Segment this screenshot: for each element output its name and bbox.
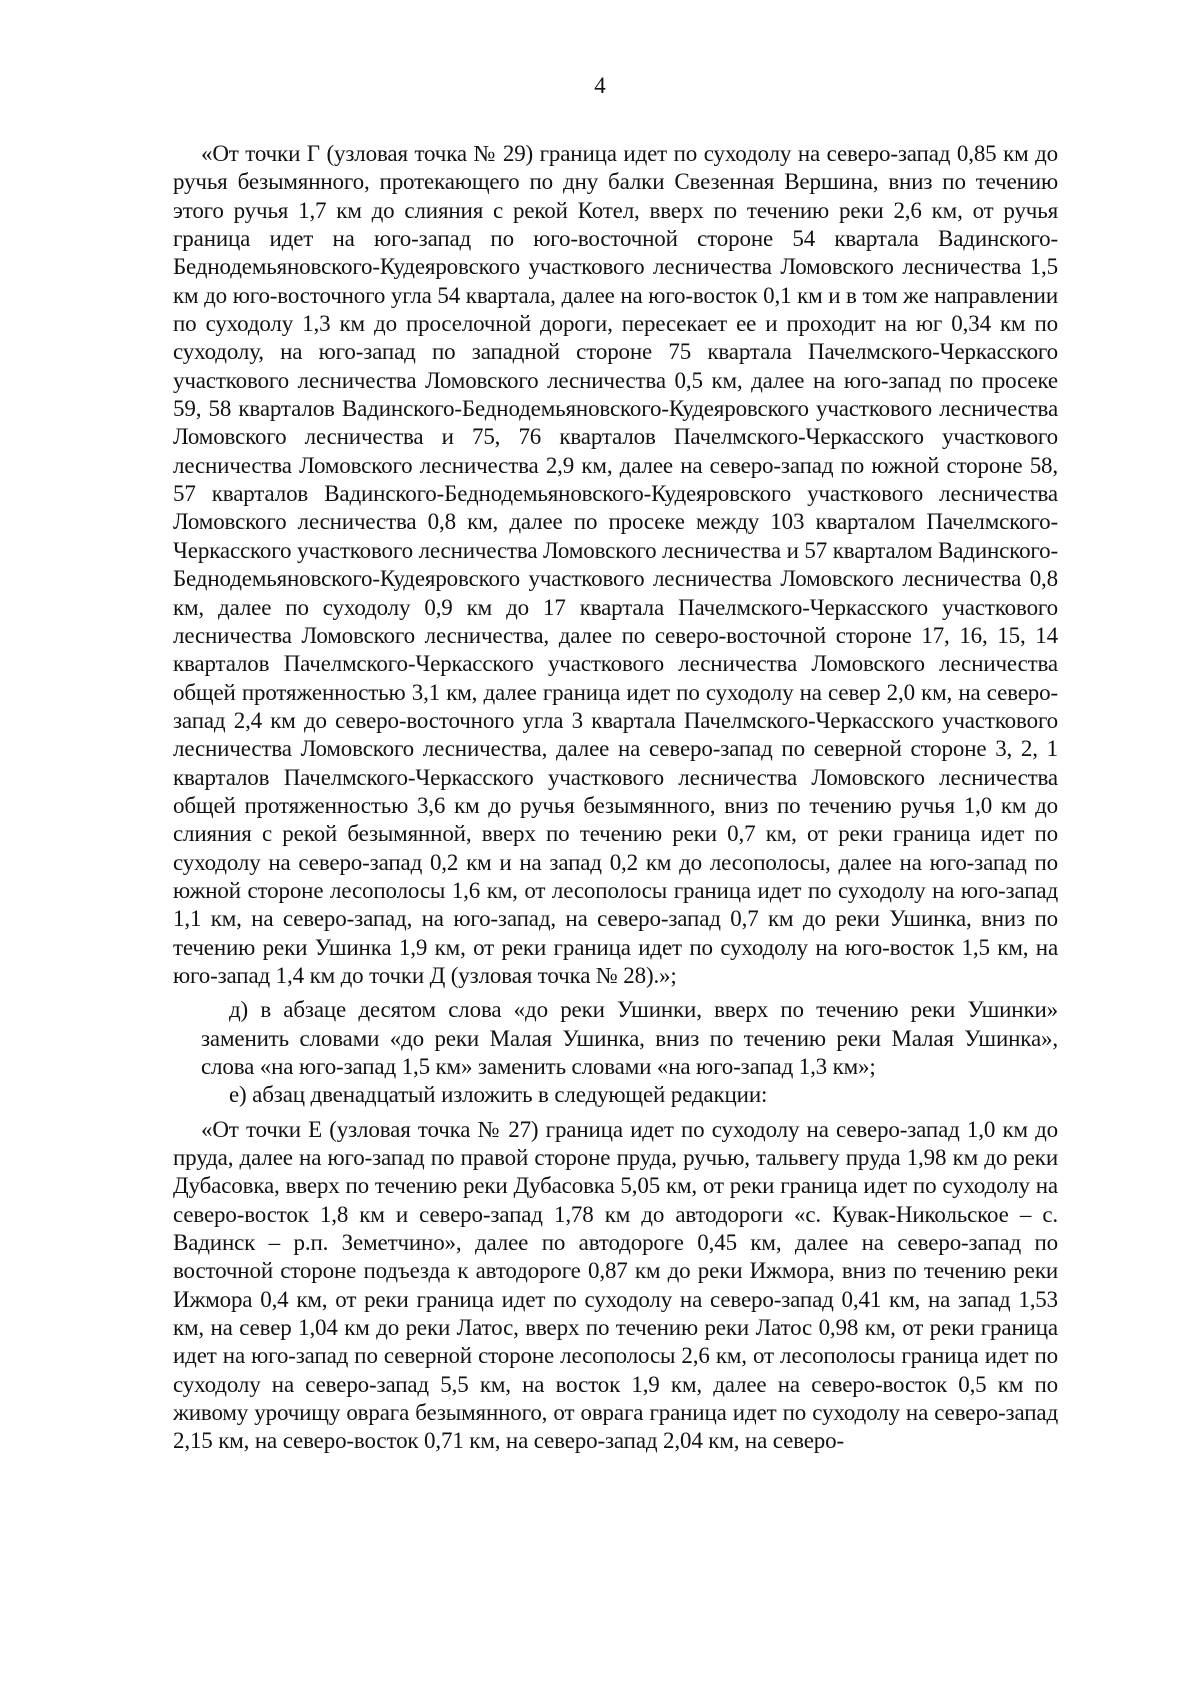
page-number: 4 bbox=[594, 73, 606, 98]
paragraph-item-e: е) абзац двенадцатый изложить в следующей редакции: bbox=[229, 1082, 768, 1108]
document-body bbox=[173, 140, 1058, 1456]
paragraph-item-d: д) в абзаце десятом слова «до реки Ушинки, вверх по течению реки Ушинки» заменить словами «до реки Малая Ушинка, вниз по течению реки Малая Ушинка», слова «на юго-запад 1,5 км» заменить словами «на юго-запад 1,3 км»; bbox=[201, 997, 1058, 1079]
paragraph-point-e-boundary: «От точки Е (узловая точка № 27) граница идет по суходолу на северо-запад 1,0 км до пруда, далее на юго-запад по правой стороне пруда, ручью, тальвегу пруда 1,98 км до реки Дубасовка, вверх по течению реки Дубасовка 5,05 км, от реки граница идет по суходолу на северо-восток 1,8 км и северо-запад 1,78 км до автодороги «с. Кувак-Никольское – с. Вадинск – р.п. Земетчино», далее по автодороге 0,45 км, далее на северо-запад по восточной стороне подъезда к автодороге 0,87 км до реки Ижмора, вниз по течению реки Ижмора 0,4 км, от реки граница идет по суходолу на северо-запад 0,41 км, на запад 1,53 км, на север 1,04 км до реки Латос, вверх по течению реки Латос 0,98 км, от реки граница идет на юго-запад по северной стороне лесополосы 2,6 км, от лесополосы граница идет по суходолу на северо-запад 5,5 км, на восток 1,9 км, далее на северо-восток 0,5 км по живому урочищу оврага безымянного, от оврага граница идет по суходолу на северо-запад 2,15 км, на северо-восток 0,71 км, на северо-запад 2,04 км, на северо- bbox=[173, 1116, 1058, 1454]
paragraph-point-g-boundary: «От точки Г (узловая точка № 29) граница идет по суходолу на северо-запад 0,85 км до ручья безымянного, протекающего по дну балки Свезенная Вершина, вниз по течению этого ручья 1,7 км до слияния с рекой Котел, вверх по течению реки 2,6 км, от ручья граница идет на юго-запад по юго-восточной стороне 54 квартала Вадинского-Беднодемьяновского-Кудеяровского участкового лесничества Ломовского лесничества 1,5 км до юго-восточного угла 54 квартала, далее на юго-восток 0,1 км и в том же направлении по суходолу 1,3 км до проселочной дороги, пересекает ее и проходит на юг 0,34 км по суходолу, на юго-запад по западной стороне 75 квартала Пачелмского-Черкасского участкового лесничества Ломовского лесничества 0,5 км, далее на юго-запад по просеке 59, 58 кварталов Вадинского-Беднодемьяновского-Кудеяровского участкового лесничества Ломовского лесничества и 75, 76 кварталов Пачелмского-Черкасского участкового лесничества Ломовского лесничества 2,9 км, далее на северо-запад по южной стороне 58, 57 кварталов Вадинского-Беднодемьяновского-Кудеяровского участкового лесничества Ломовского лесничества 0,8 км, далее по просеке между 103 кварталом Пачелмского-Черкасского участкового лесничества Ломовского лесничества и 57 кварталом Вадинского-Беднодемьяновского-Кудеяровского участкового лесничества Ломовского лесничества 0,8 км, далее по суходолу 0,9 км до 17 квартала Пачелмского-Черкасского участкового лесничества Ломовского лесничества, далее по северо-восточной стороне 17, 16, 15, 14 кварталов Пачелмского-Черкасского участкового лесничества Ломовского лесничества общей протяженностью 3,1 км, далее граница идет по суходолу на север 2,0 км, на северо-запад 2,4 км до северо-восточного угла 3 квартала Пачелмского-Черкасского участкового лесничества Ломовского лесничества, далее на северо-запад по северной стороне 3, 2, 1 кварталов Пачелмского-Черкасского участкового лесничества Ломовского лесничества общей протяженностью 3,6 км до ручья безымянного, вниз по течению ручья 1,0 км до слияния с рекой безымянной, вверх по течению реки 0,7 км, от реки граница идет по суходолу на северо-запад 0,2 км и на запад 0,2 км до лесополосы, далее на юго-запад по южной стороне лесополосы 1,6 км, от лесополосы граница идет по суходолу на юго-запад 1,1 км, на северо-запад, на юго-запад, на северо-запад 0,7 км до реки Ушинка, вниз по течению реки Ушинка 1,9 км, от реки граница идет по суходолу на юго-восток 1,5 км, на юго-запад 1,4 км до точки Д (узловая точка № 28).»; bbox=[173, 141, 1058, 988]
